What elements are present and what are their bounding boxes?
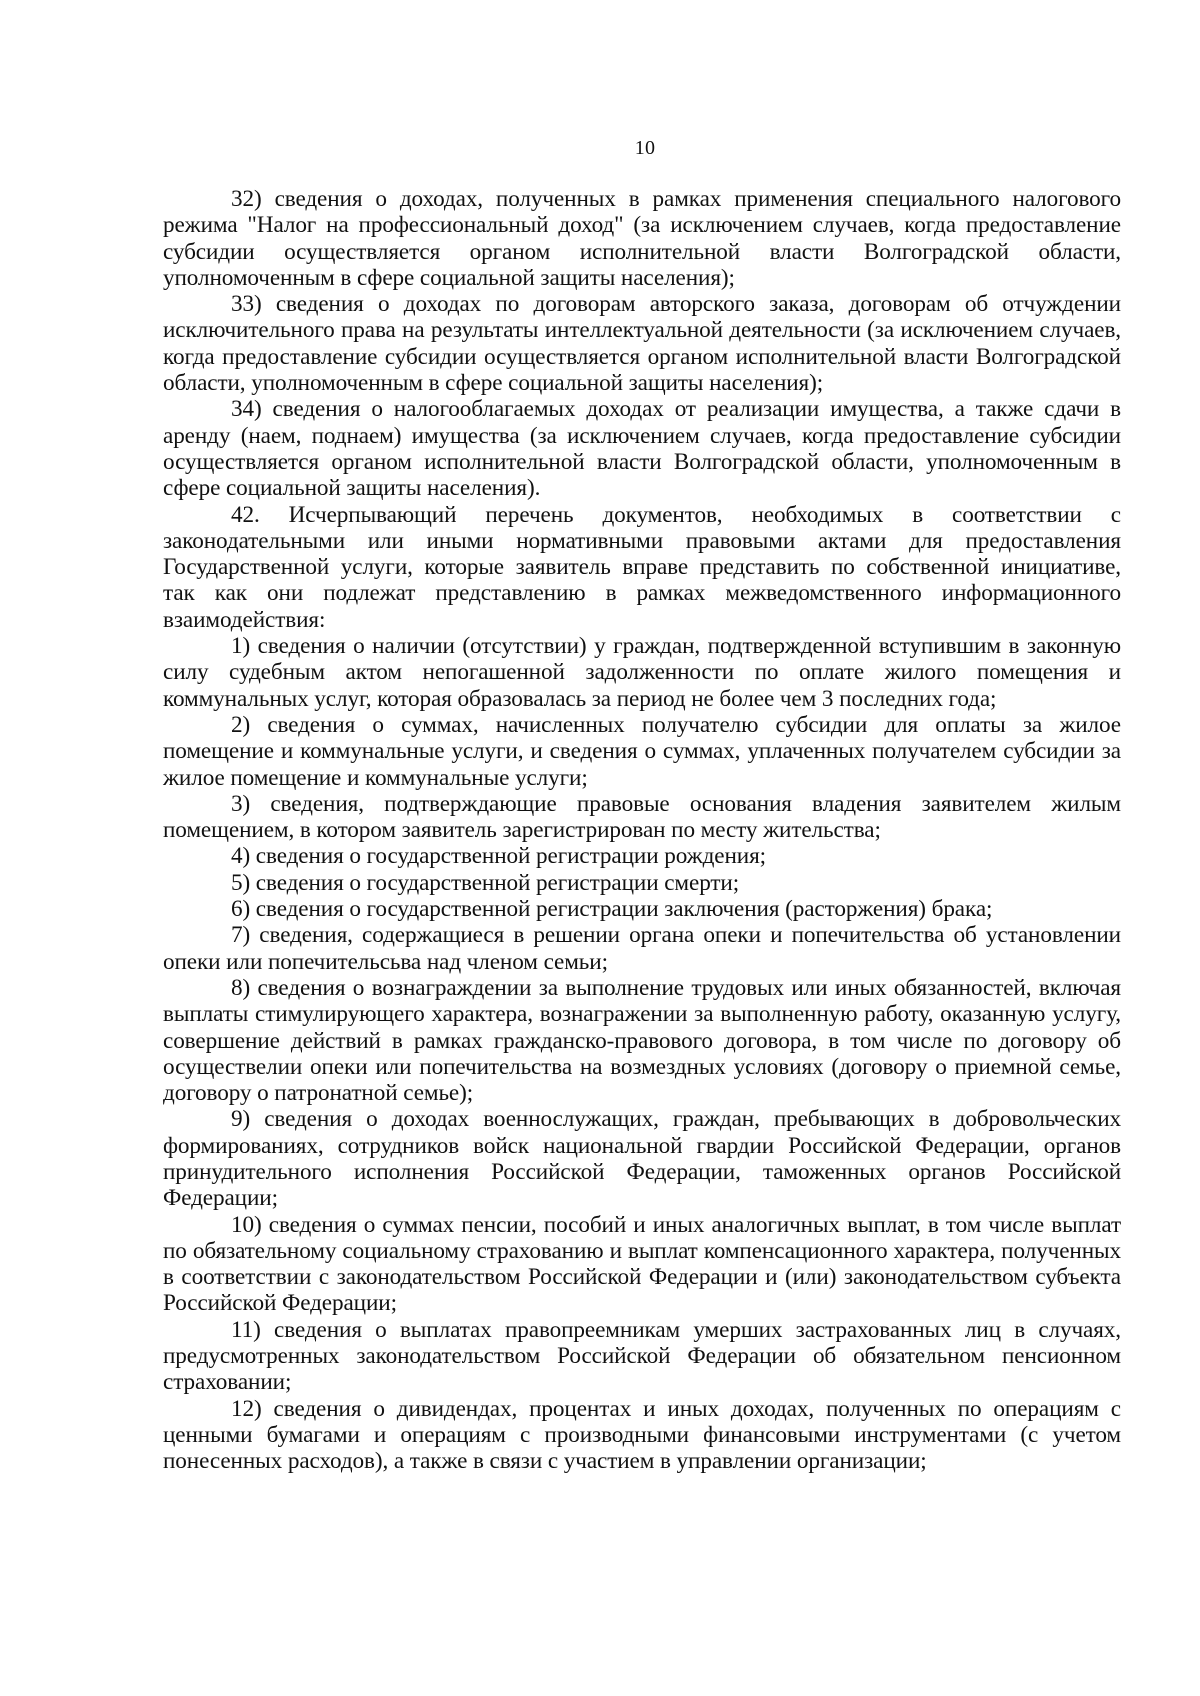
page-number: 10 [634,137,656,159]
paragraph-item-33: 33) сведения о доходах по договорам авторского заказа, договорам об отчуждении исключительного права на результаты интеллектуальной деятельности (за исключением случаев, когда предоставление субсидии осуществляется органом исполнительной власти Волгоградской области, уполномоченным в сфере социальной защиты населения); [163,291,1121,397]
paragraph-section-42: 42. Исчерпывающий перечень документов, необходимых в соответствии с законодательными или иными нормативными правовыми актами для предоставления Государственной услуги, которые заявитель вправе представить по собственной инициативе, так как они подлежат представлению в рамках межведомственного информационного взаимодействия: [163,501,1121,633]
paragraph-item-34: 34) сведения о налогооблагаемых доходах от реализации имущества, а также сдачи в аренду (наем, поднаем) имущества (за исключением случаев, когда предоставление субсидии осуществляется органом исполнительной власти Волгоградской области, уполномоченным в сфере социальной защиты населения). [163,396,1121,502]
document-body [163,186,1121,1475]
paragraph-item-10: 10) сведения о суммах пенсии, пособий и иных аналогичных выплат, в том числе выплат по обязательному социальному страхованию и выплат компенсационного характера, полученных в соответствии с законодательством Российской Федерации и (или) законодательством субъекта Российской Федерации; [163,1211,1121,1317]
paragraph-item-7: 7) сведения, содержащиеся в решении органа опеки и попечительства об установлении опеки или попечительсьва над членом семьи; [163,922,1121,975]
paragraph-item-4: 4) сведения о государственной регистрации рождения; [231,843,766,870]
paragraph-item-9: 9) сведения о доходах военнослужащих, граждан, пребывающих в добровольческих формированиях, сотрудников войск национальной гвардии Российской Федерации, органов принудительного исполнения Российской Федерации, таможенных органов Российской Федерации; [163,1106,1121,1212]
paragraph-item-1: 1) сведения о наличии (отсутствии) у граждан, подтвержденной вступившим в законную силу судебным актом непогашенной задолженности по оплате жилого помещения и коммунальных услуг, которая образовалась за период не более чем 3 последних года; [163,633,1121,712]
paragraph-item-3: 3) сведения, подтверждающие правовые основания владения заявителем жилым помещением, в котором заявитель зарегистрирован по месту жительства; [163,790,1121,844]
paragraph-item-12: 12) сведения о дивидендах, процентах и иных доходах, полученных по операциям с ценными бумагами и операциям с производными финансовыми инструментами (с учетом понесенных расходов), а также в связи с участием в управлении организации; [163,1395,1121,1475]
paragraph-item-32: 32) сведения о доходах, полученных в рамках применения специального налогового режима "Налог на профессиональный доход" (за исключением случаев, когда предоставление субсидии осуществляется органом исполнительной власти Волгоградской области, уполномоченным в сфере социальной защиты населения); [163,186,1121,291]
paragraph-item-6: 6) сведения о государственной регистрации заключения (расторжения) брака; [231,896,993,923]
paragraph-item-8: 8) сведения о вознаграждении за выполнение трудовых или иных обязанностей, включая выплаты стимулирующего характера, вознагражении за выполненную работу, оказанную услугу, совершение действий в рамках гражданско-правового договора, в том числе по договору об осуществелии опеки или попечительства на возмездных условиях (договору о приемной семье, договору о патронатной семье); [163,974,1121,1107]
paragraph-item-11: 11) сведения о выплатах правопреемникам умерших застрахованных лиц в случаях, предусмотренных законодательством Российской Федерации об обязательном пенсионном страховании; [163,1316,1121,1396]
paragraph-item-2: 2) сведения о суммах, начисленных получателю субсидии для оплаты за жилое помещение и коммунальные услуги, и сведения о суммах, уплаченных получателем субсидии за жилое помещение и коммунальные услуги; [163,711,1121,791]
paragraph-item-5: 5) сведения о государственной регистрации смерти; [231,869,740,896]
